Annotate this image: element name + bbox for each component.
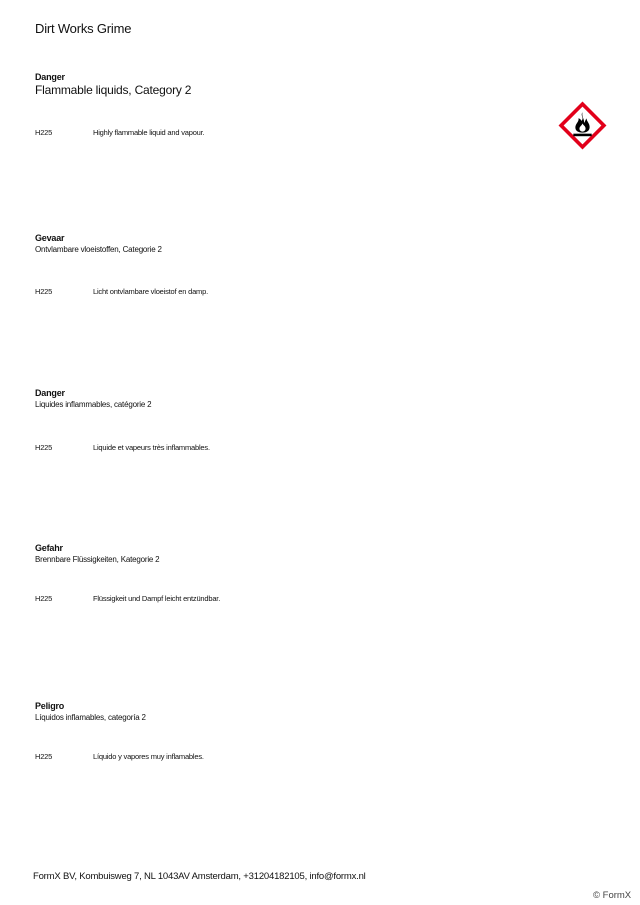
hazard-statement: Flüssigkeit und Dampf leicht entzündbar. <box>93 594 221 603</box>
hazard-section-fr <box>35 388 555 452</box>
hazard-category: Ontvlambare vloeistoffen, Categorie 2 <box>35 245 162 254</box>
hazard-statement: Licht ontvlambare vloeistof en damp. <box>93 287 208 296</box>
signal-word: Peligro <box>35 701 65 711</box>
hazard-category: Flammable liquids, Category 2 <box>35 83 192 97</box>
signal-word: Gefahr <box>35 543 63 553</box>
copyright: © FormX <box>593 890 632 901</box>
hazard-category: Liquides inflammables, catégorie 2 <box>35 400 152 409</box>
hazard-section-en <box>35 72 555 137</box>
signal-word: Danger <box>35 72 65 82</box>
hazard-code: H225 <box>35 594 53 603</box>
signal-word: Gevaar <box>35 233 65 243</box>
hazard-code: H225 <box>35 128 53 137</box>
hazard-section-nl <box>35 233 555 296</box>
hazard-section-de <box>35 543 555 603</box>
hazard-code: H225 <box>35 443 53 452</box>
hazard-code: H225 <box>35 752 53 761</box>
signal-word: Danger <box>35 388 65 398</box>
hazard-category: Brennbare Flüssigkeiten, Kategorie 2 <box>35 555 160 564</box>
hazard-statement: Highly flammable liquid and vapour. <box>93 128 205 137</box>
hazard-code: H225 <box>35 287 53 296</box>
hazard-category: Líquidos inflamables, categoría 2 <box>35 713 146 722</box>
footer-address: FormX BV, Kombuisweg 7, NL 1043AV Amsterdam, +31204182105, info@formx.nl <box>33 871 366 882</box>
hazard-statement: Liquide et vapeurs très inflammables. <box>93 443 210 452</box>
page-title: Dirt Works Grime <box>35 21 132 36</box>
hazard-statement: Líquido y vapores muy inflamables. <box>93 752 204 761</box>
flame-hazard-icon <box>557 100 608 151</box>
hazard-section-es <box>35 701 555 761</box>
